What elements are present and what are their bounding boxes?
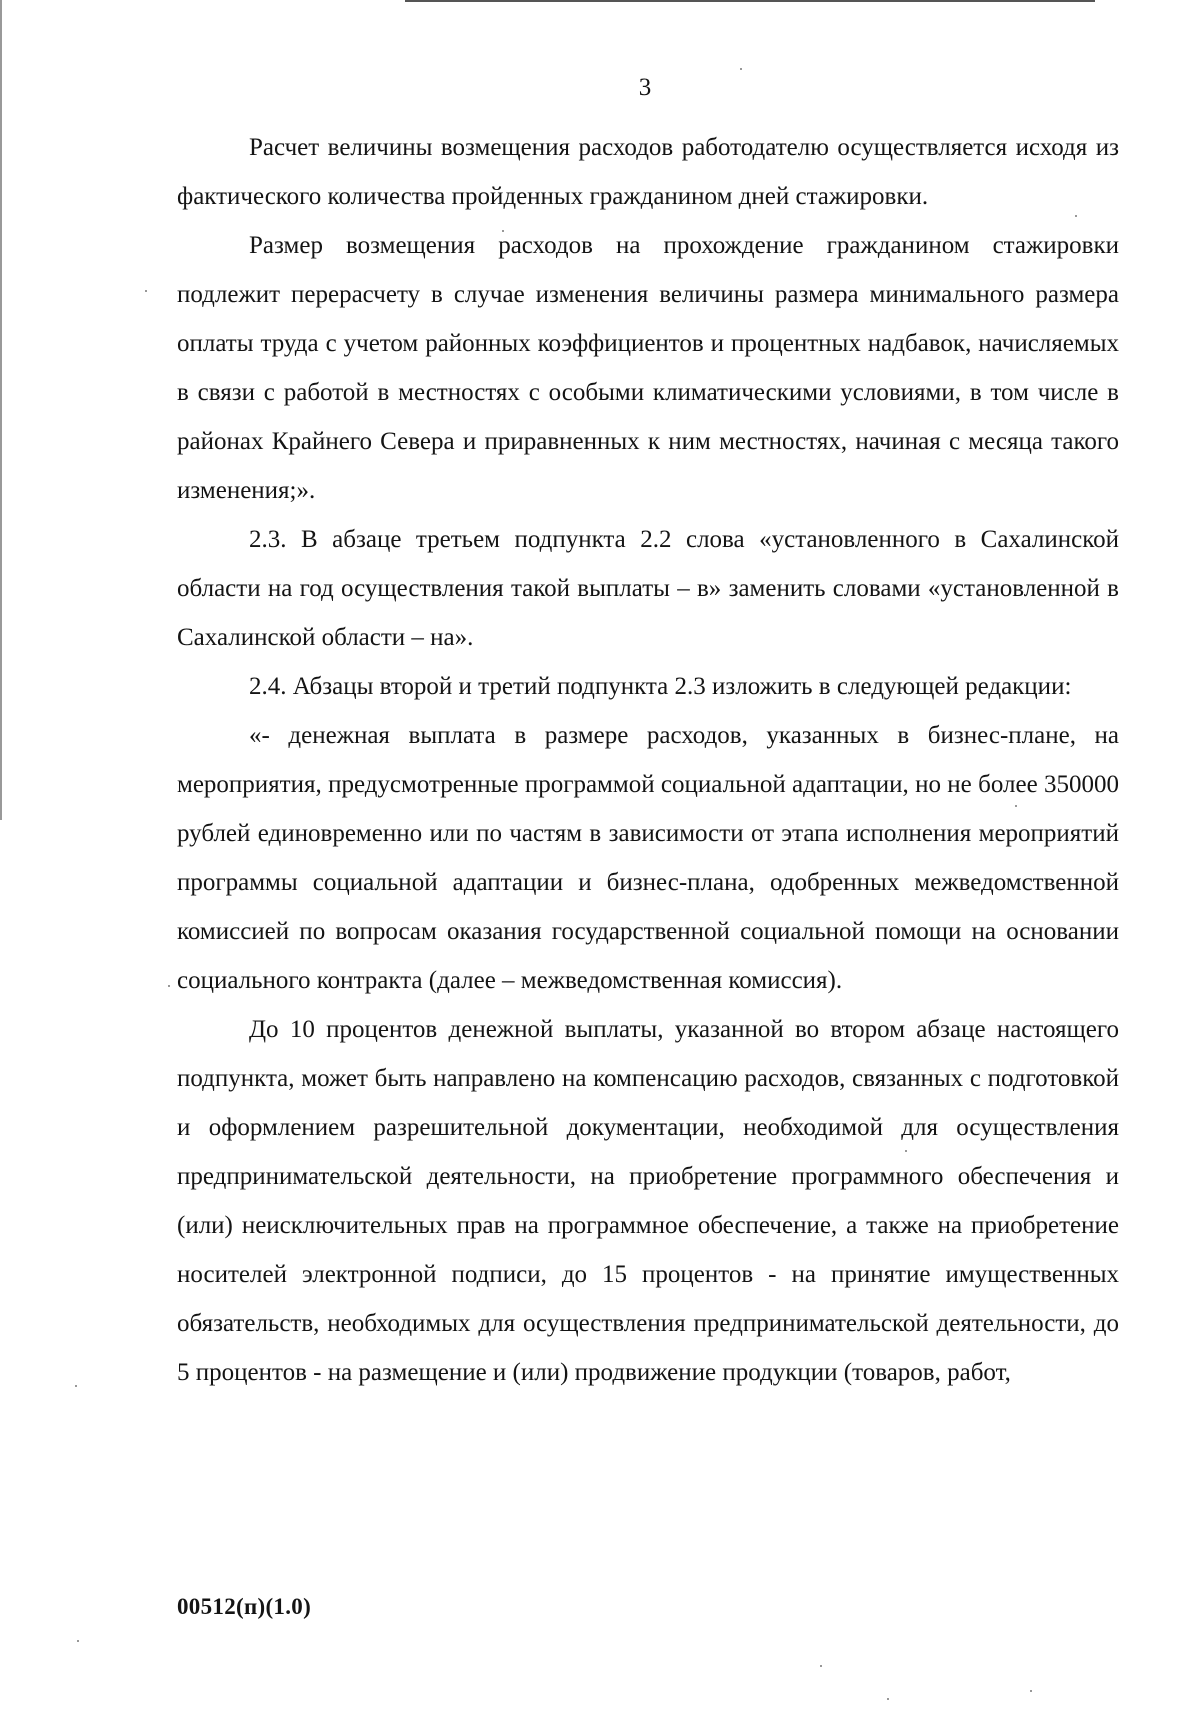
paragraph-reimbursement-calculation: Расчет величины возмещения расходов работодателю осуществляется исходя из фактического количества пройденных гражданином дней стажировки. [177, 134, 1119, 210]
top-edge-rule [405, 0, 1095, 2]
paragraph-item-2-4: 2.4. Абзацы второй и третий подпункта 2.3 изложить в следующей редакции: [249, 673, 1072, 700]
scan-speck [1075, 215, 1077, 217]
scan-speck [887, 1698, 889, 1700]
document-body [177, 123, 1119, 1397]
scan-speck [820, 1665, 822, 1667]
scan-speck [168, 985, 170, 987]
scan-speck [75, 1385, 77, 1387]
scan-speck [77, 1640, 79, 1642]
scan-speck [502, 230, 504, 232]
scan-speck [145, 290, 147, 292]
scan-speck [1015, 805, 1017, 807]
paragraph-payment-shares: До 10 процентов денежной выплаты, указанной во втором абзаце настоящего подпункта, может быть направлено на компенсацию расходов, связанных с подготовкой и оформлением разрешительной документации, необходимой для осуществления предпринимательской деятельности, на приобретение программного обеспечения и (или) неисключительных прав на программное обеспечение, а также на приобретение носителей электронной подписи, до 15 процентов - на принятие имущественных обязательств, необходимых для осуществления предпринимательской деятельности, до 5 процентов - на размещение и (или) продвижение продукции (товаров, работ, [177, 1016, 1119, 1386]
scan-speck [740, 68, 742, 70]
document-code: 00512(п)(1.0) [177, 1594, 312, 1619]
paragraph-item-2-3: 2.3. В абзаце третьем подпункта 2.2 слова «установленного в Сахалинской области на год осуществления такой выплаты – в» заменить словами «установленной в Сахалинской области – на». [177, 526, 1119, 651]
left-scan-edge [0, 0, 2, 820]
paragraph-cash-payment: «- денежная выплата в размере расходов, указанных в бизнес-плане, на мероприятия, предусмотренные программой социальной адаптации, но не более 350000 рублей единовременно или по частям в зависимости от этапа исполнения мероприятий программы социальной адаптации и бизнес-плана, одобренных межведомственной комиссией по вопросам оказания государственной социальной помощи на основании социального контракта (далее – межведомственная комиссия). [177, 722, 1119, 994]
paragraph-reimbursement-recalculation: Размер возмещения расходов на прохождение гражданином стажировки подлежит перерасчету в случае изменения величины размера минимального размера оплаты труда с учетом районных коэффициентов и процентных надбавок, начисляемых в связи с работой в местностях с особыми климатическими условиями, в том числе в районах Крайнего Севера и приравненных к ним местностях, начиная с месяца такого изменения;». [177, 232, 1119, 504]
scan-speck [1030, 1690, 1032, 1692]
page-number: 3 [638, 74, 652, 101]
scan-speck [905, 1150, 907, 1152]
